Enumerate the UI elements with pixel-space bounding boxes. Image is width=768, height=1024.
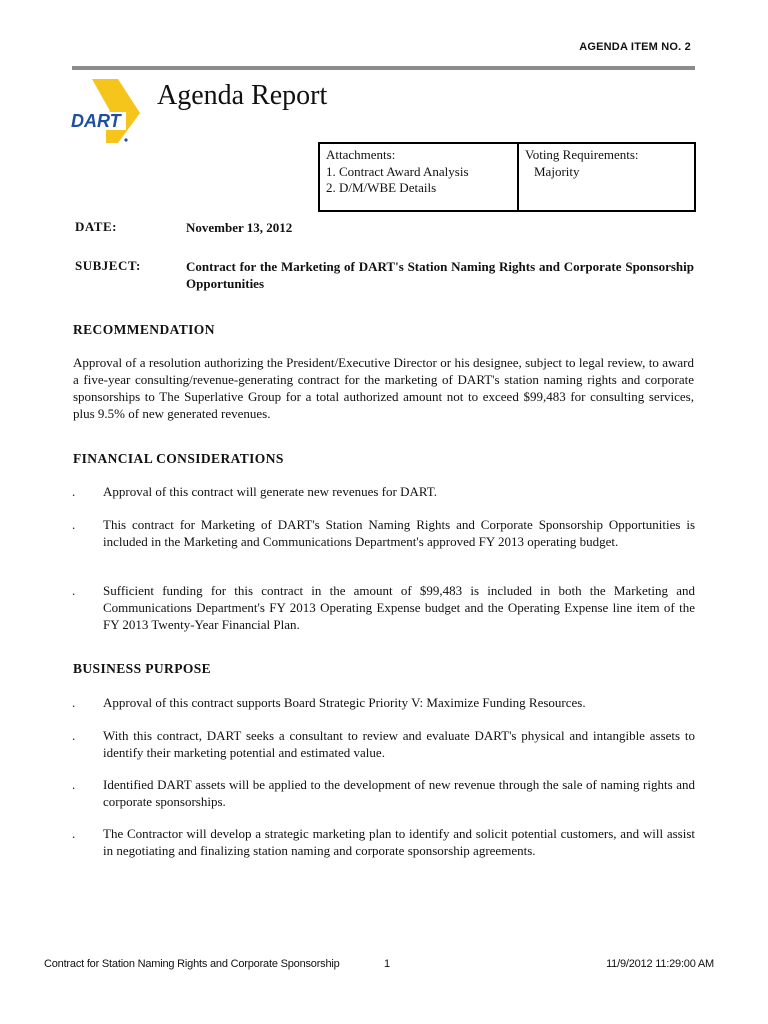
recommendation-text: Approval of a resolution authorizing the President/Executive Director or his designee, subject to legal review, to award a five-year consulting/revenue-generating contract for the marketing of DART's station naming rights and corporate sponsorships to The Superlative Group for a total authorized amount not to exceed $99,483 for consulting services, plus 9.5% of new generated revenues. bbox=[73, 355, 694, 421]
financial-heading: FINANCIAL CONSIDERATIONS bbox=[73, 451, 284, 466]
list-item-text: The Contractor will develop a strategic marketing plan to identify and solicit potential customers, and will assist in negotiating and finalizing station naming and corporate sponsorship agreements. bbox=[103, 826, 695, 858]
attachments-box bbox=[318, 142, 696, 212]
page-title: Agenda Report bbox=[157, 80, 328, 111]
attachments-heading: Attachments: bbox=[326, 147, 396, 162]
bullet-mark: . bbox=[72, 777, 76, 792]
attachments-column bbox=[320, 144, 519, 210]
agenda-item-number: AGENDA ITEM NO. 2 bbox=[579, 41, 691, 53]
header-rule bbox=[72, 66, 695, 70]
attachment-item: 1. Contract Award Analysis bbox=[326, 163, 469, 179]
footer-page-number: 1 bbox=[384, 958, 390, 970]
attachment-item: 2. D/M/WBE Details bbox=[326, 180, 437, 195]
bullet-mark: . bbox=[72, 728, 76, 743]
list-item-text: Approval of this contract will generate new revenues for DART. bbox=[103, 484, 437, 499]
bullet-mark: . bbox=[72, 583, 76, 598]
voting-value: Majority bbox=[534, 163, 580, 179]
footer-timestamp: 11/9/2012 11:29:00 AM bbox=[606, 958, 714, 970]
dart-logo bbox=[70, 77, 142, 145]
dart-logo-text: DART bbox=[71, 111, 121, 131]
voting-column bbox=[519, 144, 694, 210]
business-heading: BUSINESS PURPOSE bbox=[73, 661, 212, 676]
footer-doc-title: Contract for Station Naming Rights and Corporate Sponsorship bbox=[44, 958, 340, 970]
date-label: DATE: bbox=[75, 219, 117, 234]
subject-value: Contract for the Marketing of DART's Station Naming Rights and Corporate Sponsorship Opportunities bbox=[186, 259, 694, 291]
date-value: November 13, 2012 bbox=[186, 220, 293, 235]
list-item-text: Identified DART assets will be applied to the development of new revenue through the sale of naming rights and corporate sponsorships. bbox=[103, 777, 695, 809]
list-item-text: Approval of this contract supports Board Strategic Priority V: Maximize Funding Resources. bbox=[103, 695, 586, 710]
bullet-mark: . bbox=[72, 695, 76, 710]
list-item-text: This contract for Marketing of DART's Station Naming Rights and Corporate Sponsorship Opportunities is included in the Marketing and Communications Department's approved FY 2013 operating budget. bbox=[103, 517, 695, 549]
bullet-mark: . bbox=[72, 826, 76, 841]
list-item-text: Sufficient funding for this contract in the amount of $99,483 is included in both the Marketing and Communications Department's FY 2013 Operating Expense budget and the Operating Expense line item of the FY 2013 Twenty-Year Financial Plan. bbox=[103, 583, 695, 632]
recommendation-heading: RECOMMENDATION bbox=[73, 322, 215, 337]
subject-label: SUBJECT: bbox=[75, 258, 141, 273]
list-item-text: With this contract, DART seeks a consultant to review and evaluate DART's physical and intangible assets to identify their marketing potential and estimated value. bbox=[103, 728, 695, 760]
bullet-mark: . bbox=[72, 517, 76, 532]
voting-heading: Voting Requirements: bbox=[525, 147, 639, 162]
bullet-mark: . bbox=[72, 484, 76, 499]
